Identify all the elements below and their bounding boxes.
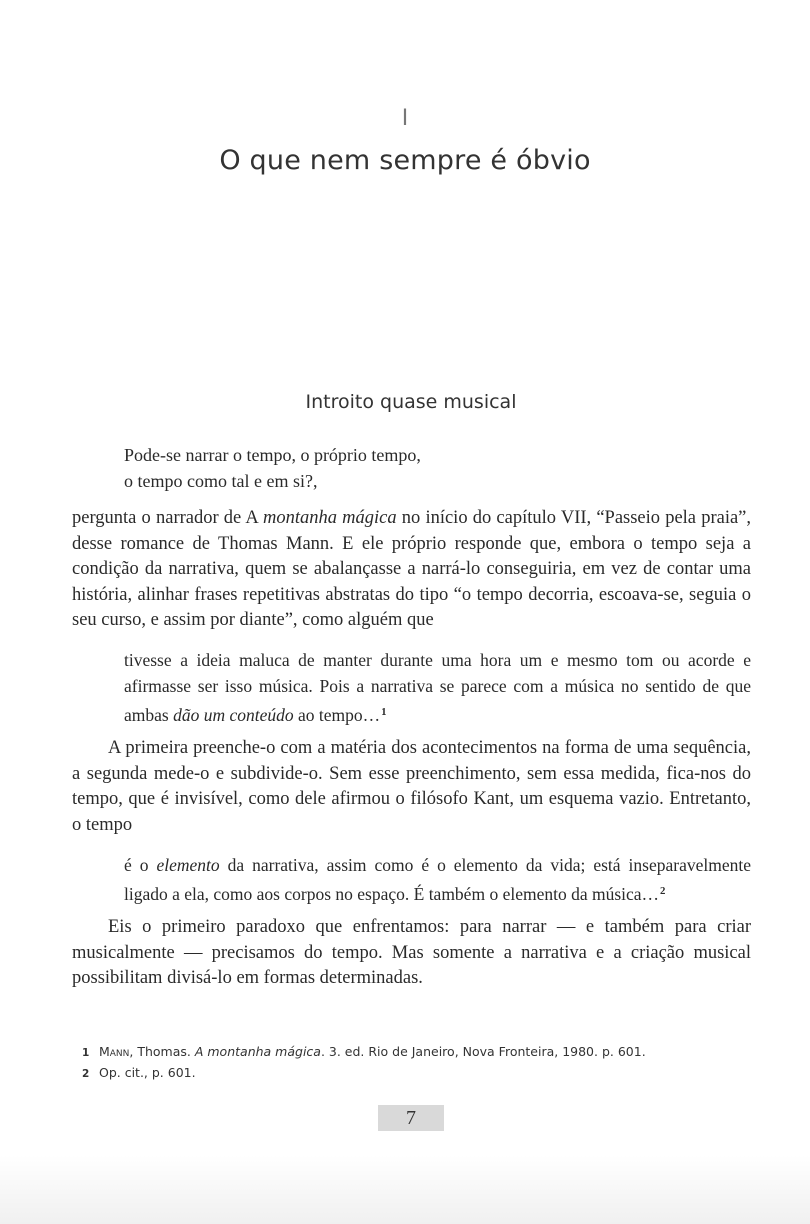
footnote-text: , Thomas. [129,1044,195,1059]
body-paragraph: A primeira preenche-o com a matéria dos acontecimentos na forma de uma sequência, a segunda mede-o e subdivide-o. Sem esse preenchimento, sem essa medida, fica-nos do tempo, que é invisível, como dele afirmou o filósofo Kant, um esquema vazio. Entretanto, o tempo [72,738,751,835]
block-quote [124,647,751,728]
book-title-italic: montanha mágica [262,508,397,528]
paragraph-text: pergunta o narrador de A [72,508,263,528]
epigraph [124,442,744,494]
quote-text: é o [124,855,157,875]
quote-text: da narrativa, assim como é o elemento da vida; está inseparavelmente ligado a ela, como aos corpos no espaço. É também o elemento da música… [124,855,751,904]
footnote [82,1042,762,1063]
epigraph-line: Pode-se narrar o tempo, o próprio tempo, [124,445,421,465]
page-edge-shadow [0,1154,810,1224]
footnote-number: 2 [82,1068,90,1080]
quote-text: tivesse a ideia maluca de manter durante uma hora um e mesmo tom ou acorde e afirmasse ser isso música. Pois a narrativa se parece com a música no sentido de que ambas [124,650,751,725]
epigraph-line: o tempo como tal e em si?, [124,471,318,491]
chapter-number: I [401,106,409,131]
footnote-text: . 3. ed. Rio de Janeiro, Nova Fronteira, 1980. p. 601. [320,1044,646,1059]
footnote [82,1063,762,1084]
quote-text: ao tempo… [293,704,381,725]
body-paragraph: Eis o primeiro paradoxo que enfrentamos: para narrar — e também para criar musicalmente — precisamos do tempo. Mas somente a narrativa e a criação musical possibilitam divisá-lo em formas determinadas. [72,917,751,989]
footnote-reference[interactable]: 1 [381,706,387,718]
quote-italic: dão um conteúdo [173,704,294,725]
footnote-book-title: A montanha mágica [194,1044,321,1059]
footnote-number: 1 [82,1047,90,1059]
footnote-author: Mann [98,1044,130,1059]
body-paragraph [72,506,751,634]
footnote-reference[interactable]: 2 [660,885,666,897]
footnote-text: Op. cit., p. 601. [98,1065,196,1080]
paragraph-text: no início do capítulo VII, “Passeio pela praia”, desse romance de Thomas Mann. E ele próprio responde que, embora o tempo seja a condição da narrativa, quem se abalançasse a narrá-lo conseguiria, em vez de contar uma história, alinhar frases repetitivas abstratas do tipo “o tempo decorria, escoava-se, seguia o seu curso, e assim por diante”, como alguém que [72,508,752,631]
footnotes [82,1042,762,1084]
chapter-title: O que nem sempre é óbvio [219,145,591,176]
page-number: 7 [378,1105,444,1131]
quote-italic: elemento [156,855,220,875]
block-quote [124,852,751,907]
section-title: Introito quase musical [305,391,517,413]
